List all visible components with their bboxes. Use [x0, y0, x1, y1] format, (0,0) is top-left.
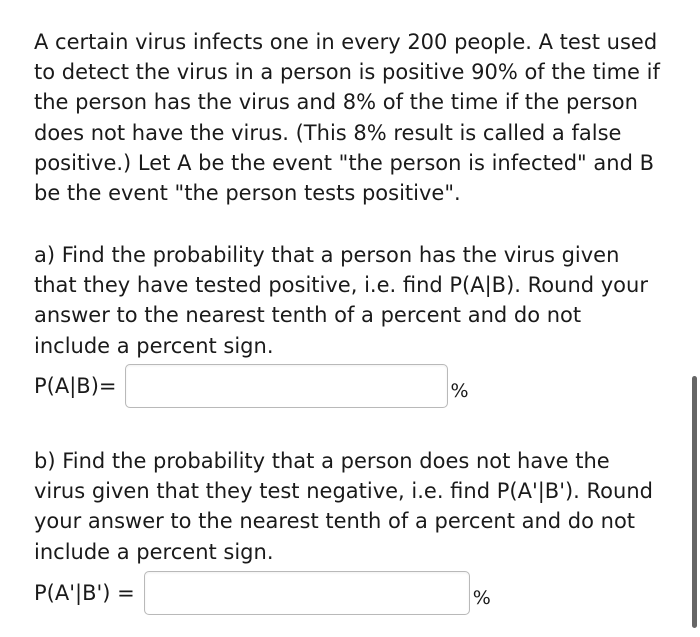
problem-statement-line: be the event "the person tests positive".: [34, 181, 461, 206]
answer-a-label: P(A|B)=: [34, 374, 117, 398]
problem-statement: [34, 27, 684, 208]
answer-b-percent-unit: %: [472, 587, 491, 609]
answer-a-input[interactable]: [125, 364, 448, 408]
question-a-line: that they have tested positive, i.e. find P(A|B). Round your: [34, 273, 648, 298]
question-a-line: include a percent sign.: [34, 333, 274, 358]
vertical-scrollbar[interactable]: [690, 0, 700, 637]
question-b-line: include a percent sign.: [34, 539, 274, 564]
answer-b-input[interactable]: [144, 571, 470, 615]
problem-statement-line: A certain virus infects one in every 200 people. A test used: [34, 30, 658, 54]
answer-b-row: [34, 571, 491, 615]
answer-a-percent-unit: %: [450, 380, 469, 402]
question-a-line: answer to the nearest tenth of a percent and do not: [34, 303, 582, 328]
question-b-text: [34, 446, 684, 567]
question-b-line: b) Find the probability that a person does not have the: [34, 449, 610, 473]
problem-statement-line: to detect the virus in a person is positive 90% of the time if: [34, 60, 660, 85]
problem-statement-line: the person has the virus and 8% of the time if the person: [34, 90, 638, 115]
question-a-text: [34, 240, 684, 361]
question-b-line: your answer to the nearest tenth of a percent and do not: [34, 509, 636, 534]
answer-b-label: P(A'|B') =: [34, 581, 135, 605]
answer-a-row: [34, 364, 469, 408]
problem-statement-line: does not have the virus. (This 8% result is called a false: [34, 120, 622, 145]
question-a-line: a) Find the probability that a person has the virus given: [34, 243, 620, 267]
problem-statement-line: positive.) Let A be the event "the person is infected" and B: [34, 150, 654, 175]
question-b-line: virus given that they test negative, i.e. find P(A'|B'). Round: [34, 479, 653, 504]
scrollbar-thumb[interactable]: [692, 376, 697, 628]
